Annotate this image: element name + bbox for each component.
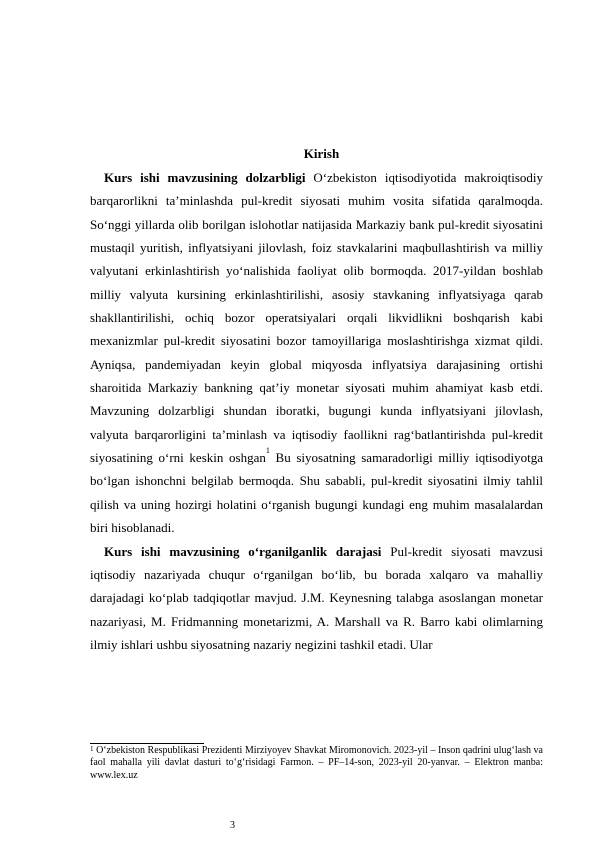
paragraph-lead: Kurs ishi mavzusining o‘rganilganlik darajasi [104,543,382,559]
body-text [90,166,543,656]
footnote-text: O‘zbekiston Respublikasi Prezidenti Mirziyoyev Shavkat Miromonovich. 2023-yil – Inson qadrini ulug‘lash va faol mahalla yili davlat dasturi to‘g‘risidagi Farmon. – PF–14-son, 2023-yil 20-yanvar. – Elektron manba: www.lex.uz [90,745,543,781]
section-title: Kirish [303,146,340,161]
paragraph-text: Pul-kredit siyosati mavzusi iqtisodiy nazariyada chuqur o‘rganilgan bo‘lib, bu borada xalqaro va mahalliy darajadagi ko‘plab tadqiqotlar mavjud. J.M. Keynesning talabga asoslangan monetar nazariyasi, M. Fridmanning monetarizmi, A. Marshall va R. Barro kabi olimlarning ilmiy ishlari ushbu siyosatning nazariy negizini tashkil etadi. Ular [90,543,543,652]
paragraph-relevance [90,166,543,540]
footnote-divider [90,743,204,744]
footnote-number: 1 [90,745,94,753]
paragraph-lead: Kurs ishi mavzusining dolzarbligi [104,170,306,185]
footnote-reference: 1 [265,446,270,456]
footnote [90,745,543,782]
paragraph-text: Bu siyosatning samaradorligi milliy iqtisodiyotga bo‘lgan ishonchni belgilab bermoqda. Shu sababli, pul-kredit siyosatini ilmiy tahlil qilish va uning hozirgi holatini o‘rganish bugungi kundagi eng muhim masalalardan biri hisoblanadi. [90,450,543,536]
paragraph-text: O‘zbekiston iqtisodiyotida makroiqtisodiy barqarorlikni ta’minlashda pul-kredit siyosati muhim vosita sifatida qaralmoqda. So‘nggi yillarda olib borilgan islohotlar natijasida Markaziy bank pul-kredit siyosatini mustaqil yuritish, inflyatsiyani jilovlash, foiz stavkalarini maqbullashtirish va milliy valyutani erkinlashtirish yo‘nalishida faoliyat olib bormoqda. 2017-yildan boshlab milliy valyuta kursining erkinlashtirilishi, asosiy stavkaning inflyatsiyaga qarab shakllantirilishi, ochiq bozor operatsiyalari orqali likvidlikni boshqarish kabi mexanizmlar pul-kredit siyosatini bozor tamoyillariga moslashtirishga xizmat qildi. Ayniqsa, pandemiyadan keyin global miqyosda inflyatsiya darajasining ortishi sharoitida Markaziy bankning qat’iy monetar siyosati muhim ahamiyat kasb etdi. Mavzuning dolzarbligi shundan iboratki, bugungi kunda inflyatsiyani jilovlash, valyuta barqarorligini ta’minlash va iqtisodiy faollikni rag‘batlantirishda pul-kredit siyosatining o‘rni keskin oshgan [90,170,543,466]
page-number: 3 [230,820,235,831]
paragraph-study-level [90,540,543,657]
